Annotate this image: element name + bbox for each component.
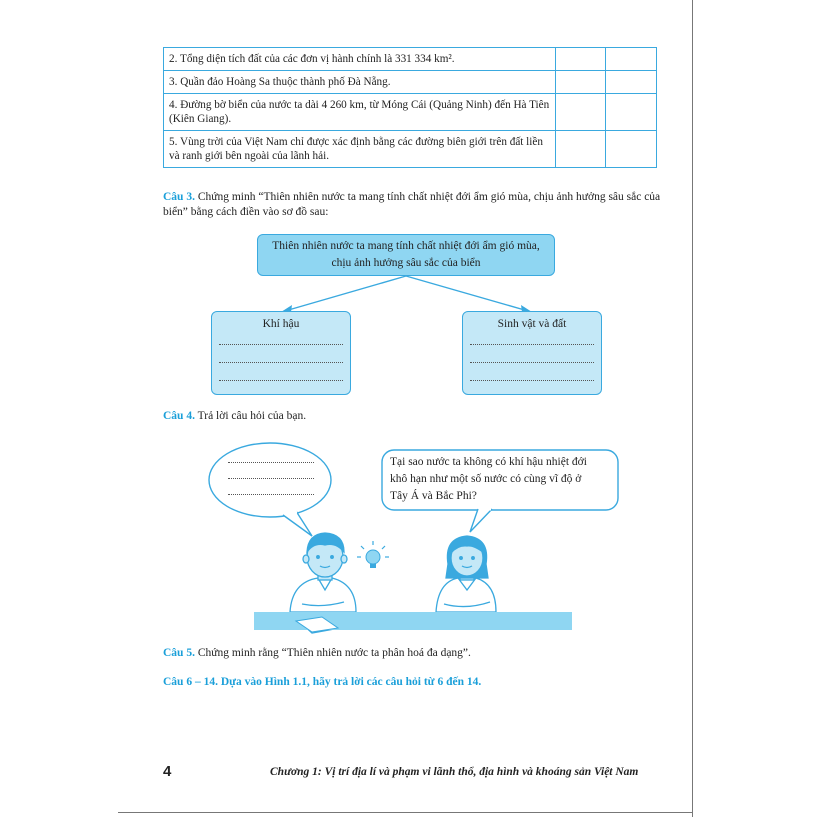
page-number: 4	[163, 763, 172, 780]
diagram-climate-title: Khí hậu	[262, 318, 300, 330]
answer-line[interactable]	[228, 494, 314, 495]
lightbulb-icon	[357, 541, 389, 568]
speech-question	[390, 454, 587, 505]
question-3-text: Chứng minh “Thiên nhiên nước ta mang tính chất nhiệt đới ẩm gió mùa, chịu ảnh hưởng sâu sắc của biển” bằng cách điền vào sơ đồ sau:	[163, 191, 661, 218]
statement-cell: 2. Tổng diện tích đất của các đơn vị hành chính là 331 334 km².	[164, 48, 556, 71]
diagram-main-line2: chịu ảnh hưởng sâu sắc của biển	[331, 257, 481, 269]
question-3-label: Câu 3.	[163, 191, 195, 203]
answer-line[interactable]	[228, 478, 314, 479]
question-5-text: Chứng minh rằng “Thiên nhiên nước ta phân hoá đa dạng”.	[194, 647, 471, 659]
diagram-biota-soil-title: Sinh vật và đất	[497, 318, 567, 330]
speech-line-2: khô hạn như một số nước có cùng vĩ độ ở	[390, 473, 582, 485]
question-5-label: Câu 5.	[163, 647, 195, 659]
left-speech-bubble	[209, 443, 331, 536]
answer-line[interactable]	[228, 462, 314, 463]
girl-student	[436, 536, 496, 612]
statement-cell: 5. Vùng trời của Việt Nam chỉ được xác định bằng các đường biên giới trên đất liền và ranh giới bên ngoài của lãnh hải.	[164, 131, 556, 168]
statement-cell: 3. Quần đảo Hoàng Sa thuộc thành phố Đà Nẵng.	[164, 71, 556, 94]
speech-line-3: Tây Á và Bắc Phi?	[390, 490, 477, 502]
question-6-14: Câu 6 – 14. Dựa vào Hình 1.1, hãy trả lời các câu hỏi từ 6 đến 14.	[163, 676, 482, 688]
statement-cell: 4. Đường bờ biển của nước ta dài 4 260 km, từ Móng Cái (Quảng Ninh) đến Hà Tiên (Kiên Giang).	[164, 94, 556, 131]
question-4-label: Câu 4.	[163, 410, 195, 422]
chapter-title: Chương 1: Vị trí địa lí và phạm vi lãnh thổ, địa hình và khoáng sản Việt Nam	[270, 766, 639, 778]
diagram-main-line1: Thiên nhiên nước ta mang tính chất nhiệt đới ẩm gió mùa,	[272, 240, 540, 252]
speech-line-1: Tại sao nước ta không có khí hậu nhiệt đới	[390, 456, 587, 468]
question-5	[163, 646, 663, 661]
question-4-text: Trả lời câu hỏi của bạn.	[194, 410, 307, 422]
